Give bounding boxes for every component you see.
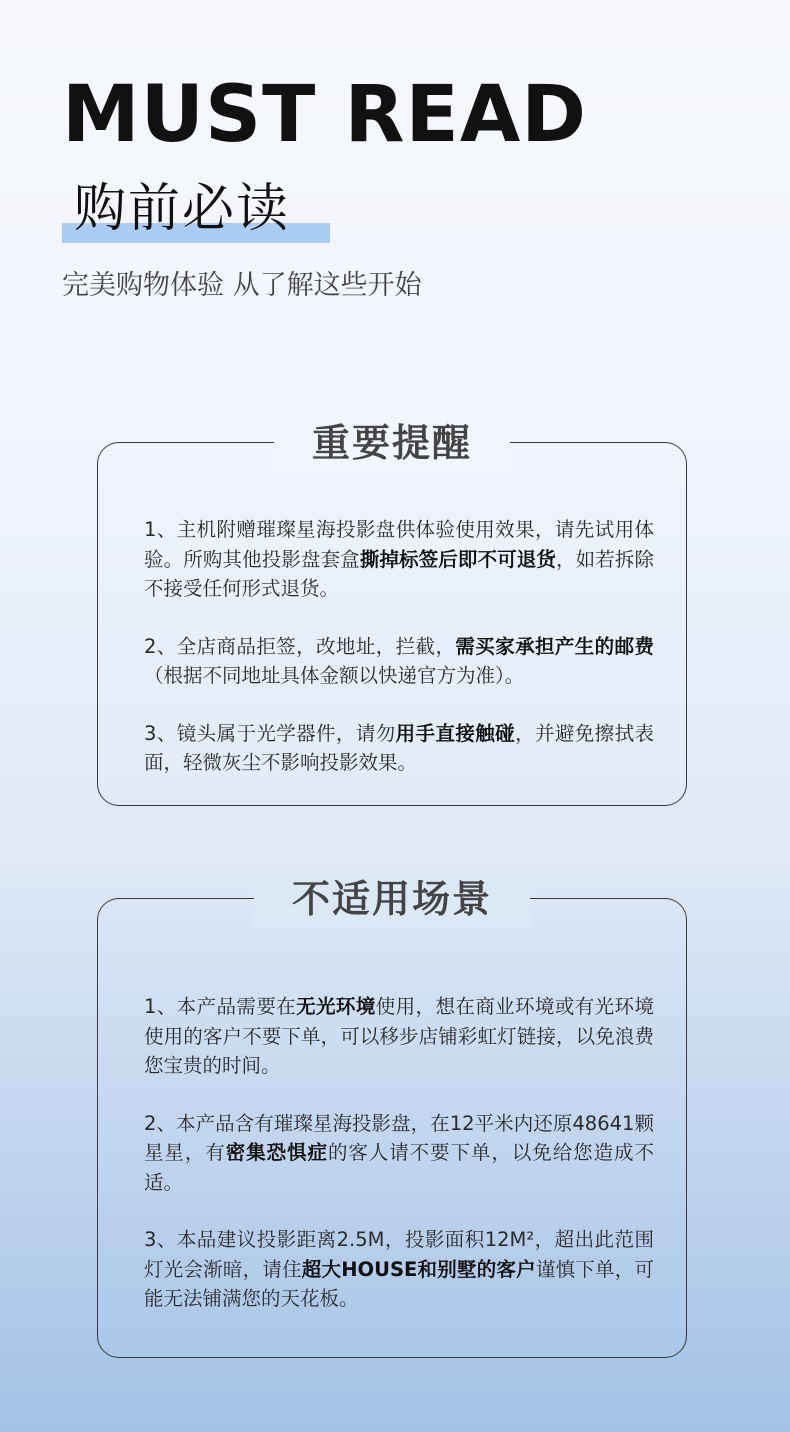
item-text: （根据不同地址具体金额以快递官方为准）。 xyxy=(144,664,525,687)
reminder-item-2 xyxy=(144,632,654,691)
unsuitable-list xyxy=(144,992,654,1342)
unsuitable-item-2 xyxy=(144,1109,654,1198)
unsuitable-title: 不适用场景 xyxy=(254,871,530,927)
reminder-item-1 xyxy=(144,515,654,604)
item-text: 3、本品建议投影距离2.5M，投影面积12M²，超出此范围灯光会渐暗，请住 xyxy=(144,1228,654,1281)
item-emphasis: 撕掉标签后即不可退货 xyxy=(359,547,556,571)
cn-title: 购前必读 xyxy=(74,179,291,239)
reminders-list xyxy=(144,515,654,806)
reminders-title: 重要提醒 xyxy=(274,415,510,471)
subtitle: 完美购物体验 从了解这些开始 xyxy=(62,270,422,301)
item-text: ，并避免擦拭表面，轻微灰尘不影响投影效果。 xyxy=(144,721,654,774)
item-text: 3、镜头属于光学器件，请勿 xyxy=(144,721,396,745)
item-text: 谨慎下单，可能无法铺满您的天花板。 xyxy=(144,1257,654,1310)
item-text: 2、全店商品拒签，改地址，拦截， xyxy=(144,634,456,658)
item-text: 2、本产品含有璀璨星海投影盘，在12平米内还原48641颗星星，有 xyxy=(144,1111,654,1164)
unsuitable-card xyxy=(97,877,687,1358)
hero-title: MUST READ xyxy=(62,70,587,160)
cn-title-block xyxy=(62,176,332,246)
unsuitable-item-3 xyxy=(144,1225,654,1314)
item-text: 的客人请不要下单，以免给您造成不适。 xyxy=(144,1141,654,1194)
item-emphasis: 密集恐惧症 xyxy=(225,1141,328,1164)
item-text: 1、主机附赠璀璨星海投影盘供体验使用效果，请先试用体验。所购其他投影盘套盒 xyxy=(144,518,654,571)
item-emphasis: 需买家承担产生的邮费 xyxy=(455,634,654,658)
item-text: 1、本产品需要在 xyxy=(144,995,297,1018)
item-text: ，如若拆除不接受任何形式退货。 xyxy=(144,547,654,600)
item-text: 使用，想在商业环境或有光环境使用的客户不要下单，可以移步店铺彩虹灯链接，以免浪费您宝贵的时间。 xyxy=(144,995,654,1077)
unsuitable-item-1 xyxy=(144,992,654,1081)
item-emphasis: 用手直接触碰 xyxy=(395,721,516,745)
reminder-item-3 xyxy=(144,719,654,778)
item-emphasis: 无光环境 xyxy=(296,995,376,1018)
reminders-card xyxy=(97,421,687,806)
item-emphasis: 超大HOUSE和别墅的客户 xyxy=(301,1257,536,1281)
